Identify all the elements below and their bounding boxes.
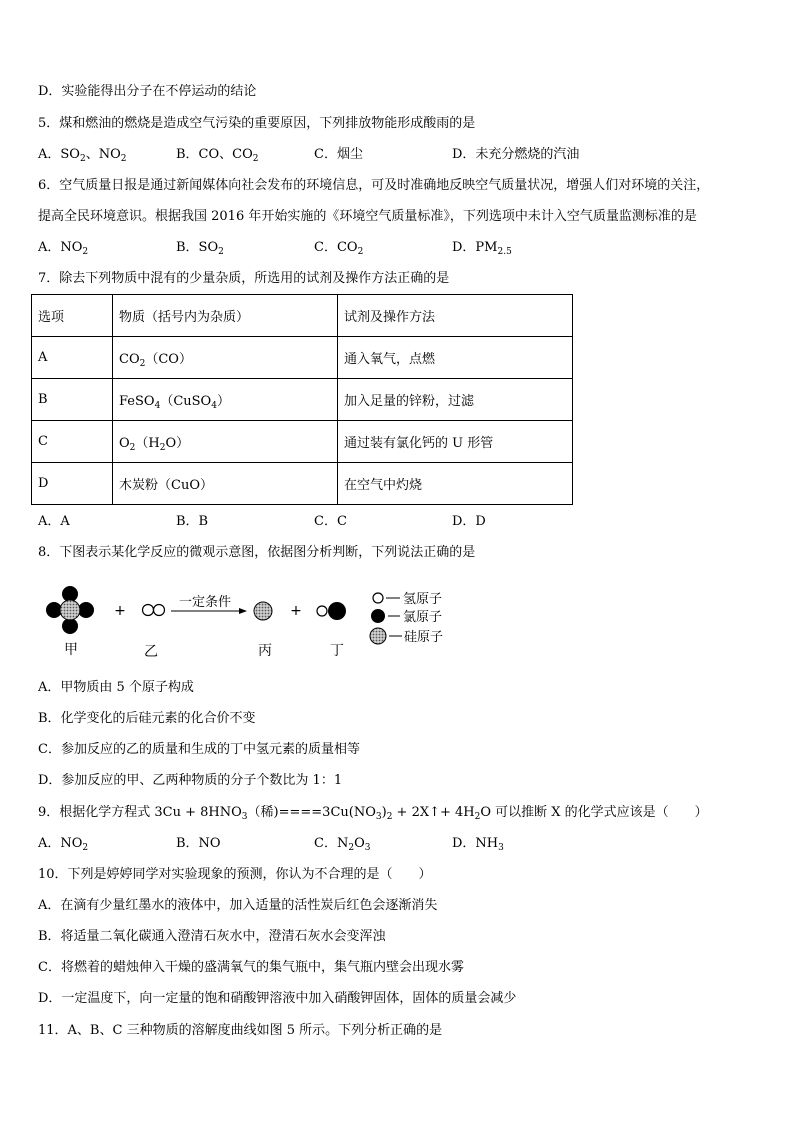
table-cell: $O_2(H_2O)$ [113,421,338,463]
q7-table [31,294,573,505]
table-cell: B [32,379,113,421]
q10-option-d: D．一定温度下，向一定量的饱和硝酸钾溶液中加入硝酸钾固体，固体的质量会减少 [38,991,517,1006]
legend-cl-symbol [371,609,385,623]
q4-option-d: D．实验能得出分子在不停运动的结论 [38,84,257,99]
q10-option-a: A．在滴有少量红墨水的液体中，加入适量的活性炭后红色会逐渐消失 [38,898,438,913]
table-row [32,379,573,421]
table-row [32,463,573,505]
q9-option-c: C．$N_2O_3$ [314,836,371,853]
table-header-cell: 物质（括号内为杂质） [113,295,338,337]
table-cell: 在空气中灼烧 [338,463,573,505]
q5-option-c: C．烟尘 [314,147,363,162]
q7-option-b: B．B [176,514,209,529]
q10-option-c: C．将燃着的蜡烛伸入干燥的盛满氧气的集气瓶中，集气瓶内壁会出现水雾 [38,960,464,975]
legend-h: 氢原子 [403,592,443,607]
table-cell: C [32,421,113,463]
question-10-stem: 10．下列是婷婷同学对实验现象的预测，你认为不合理的是（ ） [38,867,432,882]
diagram-legend [370,592,443,645]
label-ding: 丁 [330,643,344,659]
table-cell: $CO_2(CO)$ [113,337,338,379]
arrow-head [239,608,247,614]
q7-option-c: C．C [314,514,347,529]
table-header-cell: 选项 [32,295,113,337]
q8-option-c: C．参加反应的乙的质量和生成的丁中氢元素的质量相等 [38,742,360,757]
q8-option-b: B．化学变化的后硅元素的化合价不变 [38,711,256,726]
q8-option-d: D．参加反应的甲、乙两种物质的分子个数比为 1：1 [38,773,343,788]
reaction-condition: 一定条件 [178,595,232,610]
q7-option-a: A．A [38,514,70,529]
label-jia: 甲 [64,642,78,658]
q6-option-b: B．$SO_2$ [176,240,224,257]
q5-option-d: D．未充分燃烧的汽油 [452,147,580,162]
legend-cl: 氯原子 [403,610,443,625]
q9-option-a: A．$NO_2$ [38,836,89,853]
q5-option-a: A．$SO_2$、$NO_2$ [38,147,127,164]
q10-option-b: B．将适量二氧化碳通入澄清石灰水中，澄清石灰水会变浑浊 [38,929,386,944]
molecule-ding [317,602,346,620]
plus-sign: + [114,603,126,619]
table-cell: 通入氧气，点燃 [338,337,573,379]
molecule-jia [46,586,94,634]
molecule-yi [143,605,165,616]
question-7-stem: 7．除去下列物质中混有的少量杂质，所选用的试剂及操作方法正确的是 [38,271,450,286]
table-cell: 加入足量的锌粉，过滤 [338,379,573,421]
table-row [32,421,573,463]
question-9-stem: 9．根据化学方程式 $3Cu + 8HNO_3$（稀)$====3Cu(NO_3)_2$ + 2X↑+ $4H_2O$ 可以推断 X 的化学式应该是（ ） [38,805,708,822]
q7-option-d: D．D [452,514,486,529]
q6-option-d: D．$PM_{2.5}$ [452,240,512,257]
question-6-stem-line2: 提高全民环境意识。根据我国 2016 年开始实施的《环境空气质量标准》，下列选项中未计入空气质量监测标准的是 [38,209,697,224]
q8-reaction-diagram [0,582,794,672]
question-6-stem-line1: 6．空气质量日报是通过新闻媒体向社会发布的环境信息，可及时准确地反映空气质量状况，增强人们对环境的关注， [38,178,710,193]
label-yi: 乙 [144,644,158,660]
question-11-stem: 11．A、B、C 三种物质的溶解度曲线如图 5 所示。下列分析正确的是 [38,1023,443,1038]
table-row [32,337,573,379]
q6-option-a: A．$NO_2$ [38,240,89,257]
plus-sign: + [290,603,302,619]
q9-option-b: B．NO [176,836,221,851]
label-bing: 丙 [258,643,272,659]
table-header-cell: 试剂及操作方法 [338,295,573,337]
molecule-bing [254,602,272,620]
q8-option-a: A．甲物质由 5 个原子构成 [38,680,194,695]
table-cell: FeSO$_4$（CuSO$_4$） [113,379,338,421]
legend-si-symbol [370,628,386,644]
legend-h-symbol [373,593,383,603]
table-row [32,295,573,337]
table-cell: D [32,463,113,505]
q5-option-b: B．CO、$CO_2$ [176,147,259,164]
question-5-stem: 5．煤和燃油的燃烧是造成空气污染的重要原因，下列排放物能形成酸雨的是 [38,116,476,131]
table-cell: 通过装有氯化钙的 U 形管 [338,421,573,463]
table-cell: 木炭粉（CuO） [113,463,338,505]
q9-option-d: D．$NH_3$ [452,836,504,853]
q6-option-c: C．$CO_2$ [314,240,364,257]
table-cell: A [32,337,113,379]
legend-si: 硅原子 [404,630,444,645]
question-8-stem: 8．下图表示某化学反应的微观示意图，依据图分析判断，下列说法正确的是 [38,545,476,560]
